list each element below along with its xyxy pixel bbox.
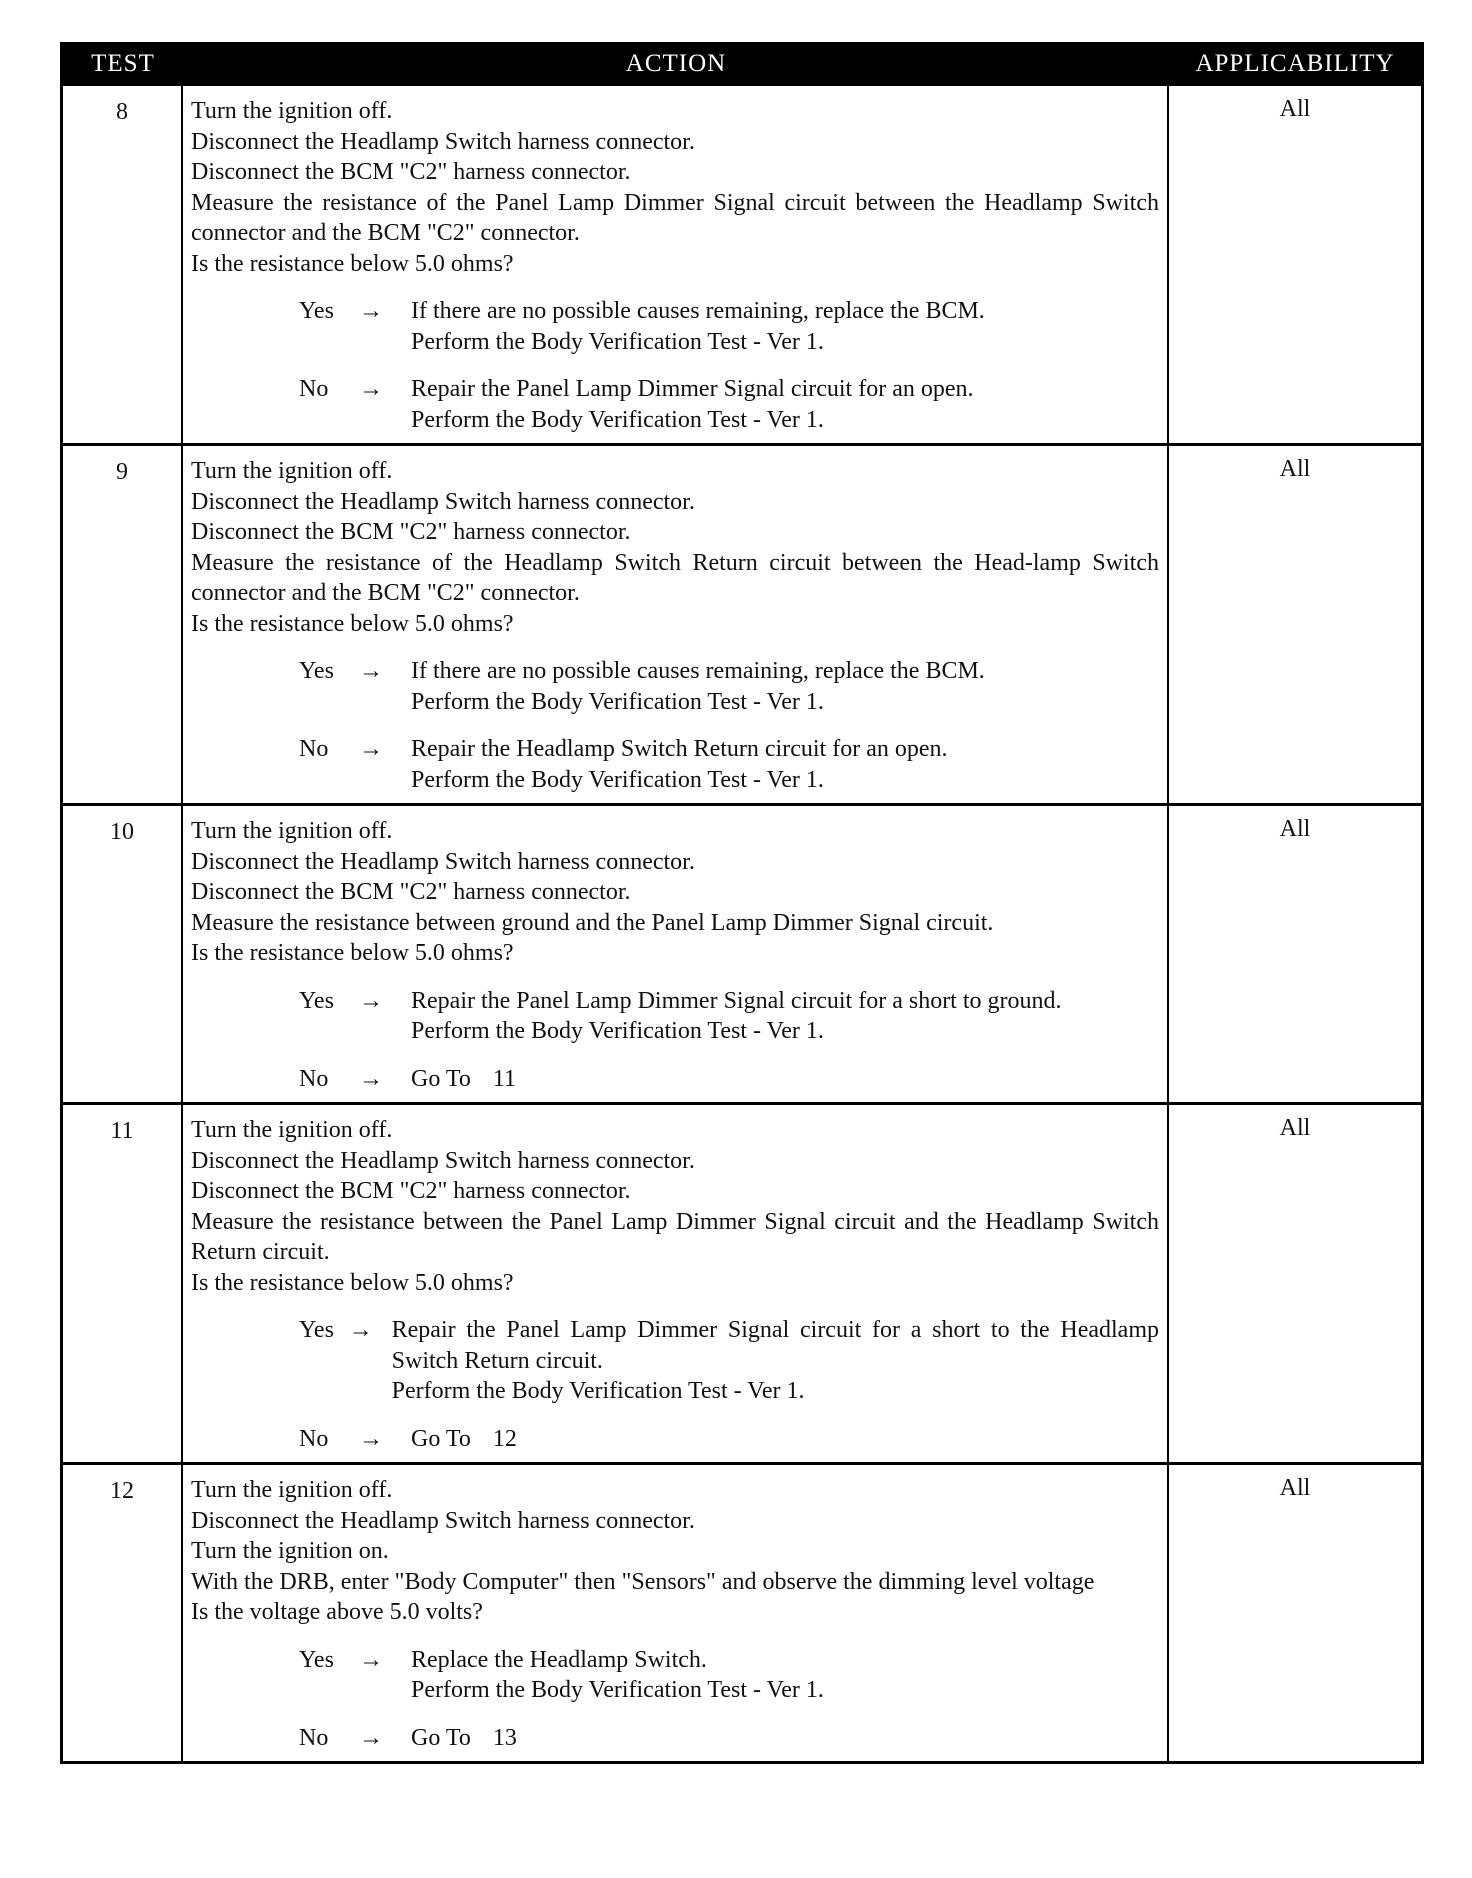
yes-branch [191, 296, 1159, 357]
goto-label: Go To [411, 1724, 471, 1751]
no-branch [191, 1424, 1159, 1455]
no-label: No [299, 736, 329, 762]
step: Is the voltage above 5.0 volts? [191, 1599, 483, 1625]
step: Is the resistance below 5.0 ohms? [191, 1269, 514, 1296]
yes-branch [191, 1315, 1159, 1407]
goto-label: Go To [411, 1065, 471, 1092]
step: Turn the ignition off. [191, 98, 393, 124]
step: Is the resistance below 5.0 ohms? [191, 940, 514, 966]
step: Disconnect the BCM "C2" harness connector. [191, 879, 631, 905]
yes-label: Yes [299, 1317, 334, 1343]
step: Measure the resistance between the Panel Lamp Dimmer Signal circuit and the Headlamp Switch Return circuit. [191, 1208, 1159, 1265]
applicability: All [1279, 816, 1311, 842]
applicability: All [1279, 1475, 1311, 1501]
table-row [63, 443, 1421, 803]
table-row [63, 803, 1421, 1102]
table-row [63, 1462, 1421, 1761]
step: Disconnect the BCM "C2" harness connector. [191, 1178, 631, 1204]
header-test: TEST [91, 50, 155, 77]
goto-label: Go To [411, 1425, 471, 1452]
action-cell [183, 1465, 1169, 1761]
no-label: No [299, 1724, 329, 1751]
yes-branch [191, 656, 1159, 717]
arrow-icon: → [359, 987, 383, 1014]
no-branch [191, 374, 1159, 435]
step: Disconnect the BCM "C2" harness connector. [191, 159, 631, 185]
yes-text: Perform the Body Verification Test - Ver 1. [411, 1018, 824, 1044]
step: Disconnect the Headlamp Switch harness connector. [191, 128, 695, 155]
action-cell [183, 806, 1169, 1102]
yes-text: Perform the Body Verification Test - Ver 1. [411, 328, 824, 355]
test-number: 12 [63, 1465, 183, 1761]
arrow-icon: → [359, 736, 383, 762]
table-header [63, 45, 1421, 83]
step: Turn the ignition on. [191, 1538, 389, 1564]
arrow-icon: → [359, 298, 383, 324]
action-cell [183, 86, 1169, 443]
yes-text: Perform the Body Verification Test - Ver 1. [411, 1677, 824, 1703]
no-branch [191, 734, 1159, 795]
no-text: Repair the Panel Lamp Dimmer Signal circuit for an open. [411, 376, 974, 402]
yes-branch [191, 986, 1159, 1047]
step: Disconnect the Headlamp Switch harness connector. [191, 1507, 695, 1534]
header-applicability: APPLICABILITY [1195, 50, 1395, 77]
step: Turn the ignition off. [191, 1117, 393, 1143]
yes-text: Repair the Panel Lamp Dimmer Signal circuit for a short to the Headlamp Switch Return circuit. [391, 1317, 1159, 1374]
applicability: All [1279, 96, 1311, 122]
arrow-icon: → [359, 376, 383, 402]
arrow-icon: → [359, 1646, 383, 1673]
no-label: No [299, 376, 329, 402]
step: With the DRB, enter "Body Computer" then "Sensors" and observe the dimming level voltage [191, 1568, 1095, 1595]
header-action: ACTION [625, 50, 727, 77]
no-branch [191, 1064, 1159, 1095]
step: Disconnect the Headlamp Switch harness connector. [191, 848, 695, 875]
step: Disconnect the Headlamp Switch harness connector. [191, 488, 695, 515]
yes-text: Perform the Body Verification Test - Ver 1. [391, 1378, 805, 1404]
step: Disconnect the BCM "C2" harness connector. [191, 519, 631, 545]
goto-target: 11 [492, 1065, 516, 1092]
applicability: All [1279, 1115, 1311, 1141]
step: Is the resistance below 5.0 ohms? [191, 610, 514, 637]
step: Is the resistance below 5.0 ohms? [191, 250, 514, 277]
yes-label: Yes [299, 298, 334, 324]
no-text: Repair the Headlamp Switch Return circuit for an open. [411, 736, 948, 762]
table-row [63, 1102, 1421, 1462]
action-cell [183, 1105, 1169, 1462]
step: Disconnect the Headlamp Switch harness connector. [191, 1147, 695, 1174]
yes-branch [191, 1645, 1159, 1706]
arrow-icon: → [359, 1724, 383, 1751]
no-text: Perform the Body Verification Test - Ver 1. [411, 766, 824, 793]
no-label: No [299, 1425, 329, 1452]
goto-target: 13 [492, 1724, 517, 1751]
yes-text: If there are no possible causes remaining, replace the BCM. [411, 298, 985, 324]
arrow-icon: → [359, 658, 383, 684]
yes-label: Yes [299, 658, 334, 684]
test-number: 11 [63, 1105, 183, 1462]
goto-target: 12 [492, 1425, 517, 1452]
diagnostic-table [60, 42, 1424, 1764]
yes-text: If there are no possible causes remaining, replace the BCM. [411, 658, 985, 684]
step: Turn the ignition off. [191, 458, 393, 484]
test-number: 8 [63, 86, 183, 443]
test-number: 10 [63, 806, 183, 1102]
applicability: All [1279, 456, 1311, 482]
yes-text: Repair the Panel Lamp Dimmer Signal circuit for a short to ground. [411, 987, 1062, 1014]
step: Measure the resistance between ground and the Panel Lamp Dimmer Signal circuit. [191, 909, 994, 936]
step: Measure the resistance of the Headlamp Switch Return circuit between the Head-lamp Switch connector and the BCM "C2" connector. [191, 549, 1159, 606]
arrow-icon: → [359, 1425, 383, 1452]
arrow-icon: → [359, 1065, 383, 1092]
table-row [63, 83, 1421, 443]
yes-text: Perform the Body Verification Test - Ver 1. [411, 688, 824, 715]
step: Turn the ignition off. [191, 1477, 393, 1503]
yes-label: Yes [299, 987, 334, 1014]
yes-label: Yes [299, 1646, 334, 1673]
no-label: No [299, 1065, 329, 1092]
no-text: Perform the Body Verification Test - Ver 1. [411, 406, 824, 433]
test-number: 9 [63, 446, 183, 803]
yes-text: Replace the Headlamp Switch. [411, 1646, 707, 1673]
step: Measure the resistance of the Panel Lamp Dimmer Signal circuit between the Headlamp Switch connector and the BCM "C2" connector. [191, 189, 1159, 246]
action-cell [183, 446, 1169, 803]
step: Turn the ignition off. [191, 818, 393, 844]
arrow-icon: → [348, 1317, 373, 1343]
no-branch [191, 1723, 1159, 1754]
